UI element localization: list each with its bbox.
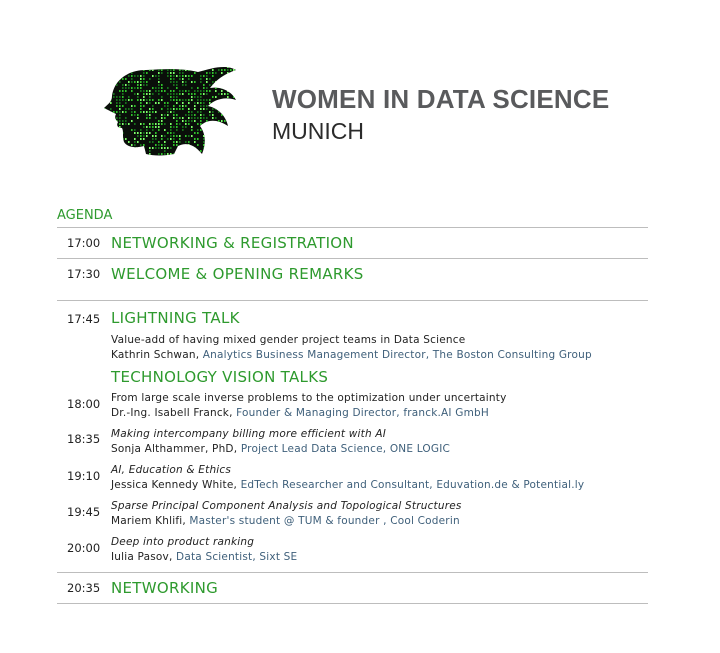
divider — [57, 227, 648, 228]
time-label: 20:00 — [67, 541, 101, 555]
talk-title: From large scale inverse problems to the optimization under uncertainty — [111, 392, 507, 404]
section-title: NETWORKING — [111, 579, 219, 597]
speaker-name: Iulia Pasov — [111, 551, 169, 563]
speaker-affiliation: Master's student @ TUM & founder , Cool Coderin — [189, 515, 460, 527]
divider — [57, 258, 648, 259]
section-title: TECHNOLOGY VISION TALKS — [111, 368, 329, 386]
title-munich: MUNICH — [272, 118, 364, 144]
speaker-affiliation: Data Scientist, Sixt SE — [176, 551, 298, 563]
talk-title: Sparse Principal Component Analysis and Topological Structures — [111, 500, 462, 512]
time-label: 17:45 — [67, 312, 101, 326]
speaker-name: Sonja Althammer, PhD — [111, 443, 234, 455]
speaker-affiliation: Project Lead Data Science, ONE LOGIC — [240, 443, 451, 455]
talk-entry: From large scale inverse problems to the optimization under uncertainty Dr.-Ing. Isabell Franck, Founder & Managing Director, franck.AI GmbH — [111, 392, 507, 419]
speaker-name: Mariem Khlifi — [111, 515, 183, 527]
speaker-name: Kathrin Schwan — [111, 349, 196, 361]
title-women-in-data-science: WOMEN IN DATA SCIENCE — [272, 84, 610, 114]
talk-entry: AI, Education & Ethics Jessica Kennedy White, EdTech Researcher and Consultant, Eduvation.de & Potential.ly — [111, 464, 585, 491]
talk-entry: Making intercompany billing more efficient with AI Sonja Althammer, PhD, Project Lead Data Science, ONE LOGIC — [111, 428, 451, 455]
agenda-heading: AGENDA — [57, 208, 113, 223]
talk-title: AI, Education & Ethics — [111, 464, 232, 476]
time-label: 18:35 — [67, 432, 101, 446]
speaker-name: Dr.-Ing. Isabell Franck — [111, 407, 230, 419]
time-label: 18:00 — [67, 397, 101, 411]
time-label: 19:45 — [67, 505, 101, 519]
time-label: 17:30 — [67, 267, 101, 281]
speaker-name: Jessica Kennedy White — [111, 479, 234, 491]
divider — [57, 572, 648, 573]
speaker-affiliation: EdTech Researcher and Consultant, Eduvation.de & Potential.ly — [240, 479, 585, 491]
section-title: LIGHTNING TALK — [111, 309, 240, 327]
talk-entry: Value-add of having mixed gender project teams in Data Science Kathrin Schwan, Analytics Business Management Director, The Boston Consulting Group — [111, 334, 592, 361]
time-label: 20:35 — [67, 581, 101, 595]
speaker-affiliation: Founder & Managing Director, franck.AI GmbH — [236, 407, 489, 419]
talk-title: Value-add of having mixed gender project teams in Data Science — [111, 334, 466, 346]
woman-profile-matrix-logo-icon — [94, 66, 239, 158]
time-label: 17:00 — [67, 236, 101, 250]
time-label: 19:10 — [67, 469, 101, 483]
divider — [57, 603, 648, 604]
talk-title: Deep into product ranking — [111, 536, 255, 548]
talk-title: Making intercompany billing more efficient with AI — [111, 428, 387, 440]
section-title: NETWORKING & REGISTRATION — [111, 234, 354, 252]
speaker-affiliation: Analytics Business Management Director, The Boston Consulting Group — [202, 349, 592, 361]
talk-entry: Deep into product ranking Iulia Pasov, Data Scientist, Sixt SE — [111, 536, 298, 563]
divider — [57, 300, 648, 301]
section-title: WELCOME & OPENING REMARKS — [111, 265, 364, 283]
talk-entry: Sparse Principal Component Analysis and Topological Structures Mariem Khlifi, Master's student @ TUM & founder , Cool Coderin — [111, 500, 462, 527]
